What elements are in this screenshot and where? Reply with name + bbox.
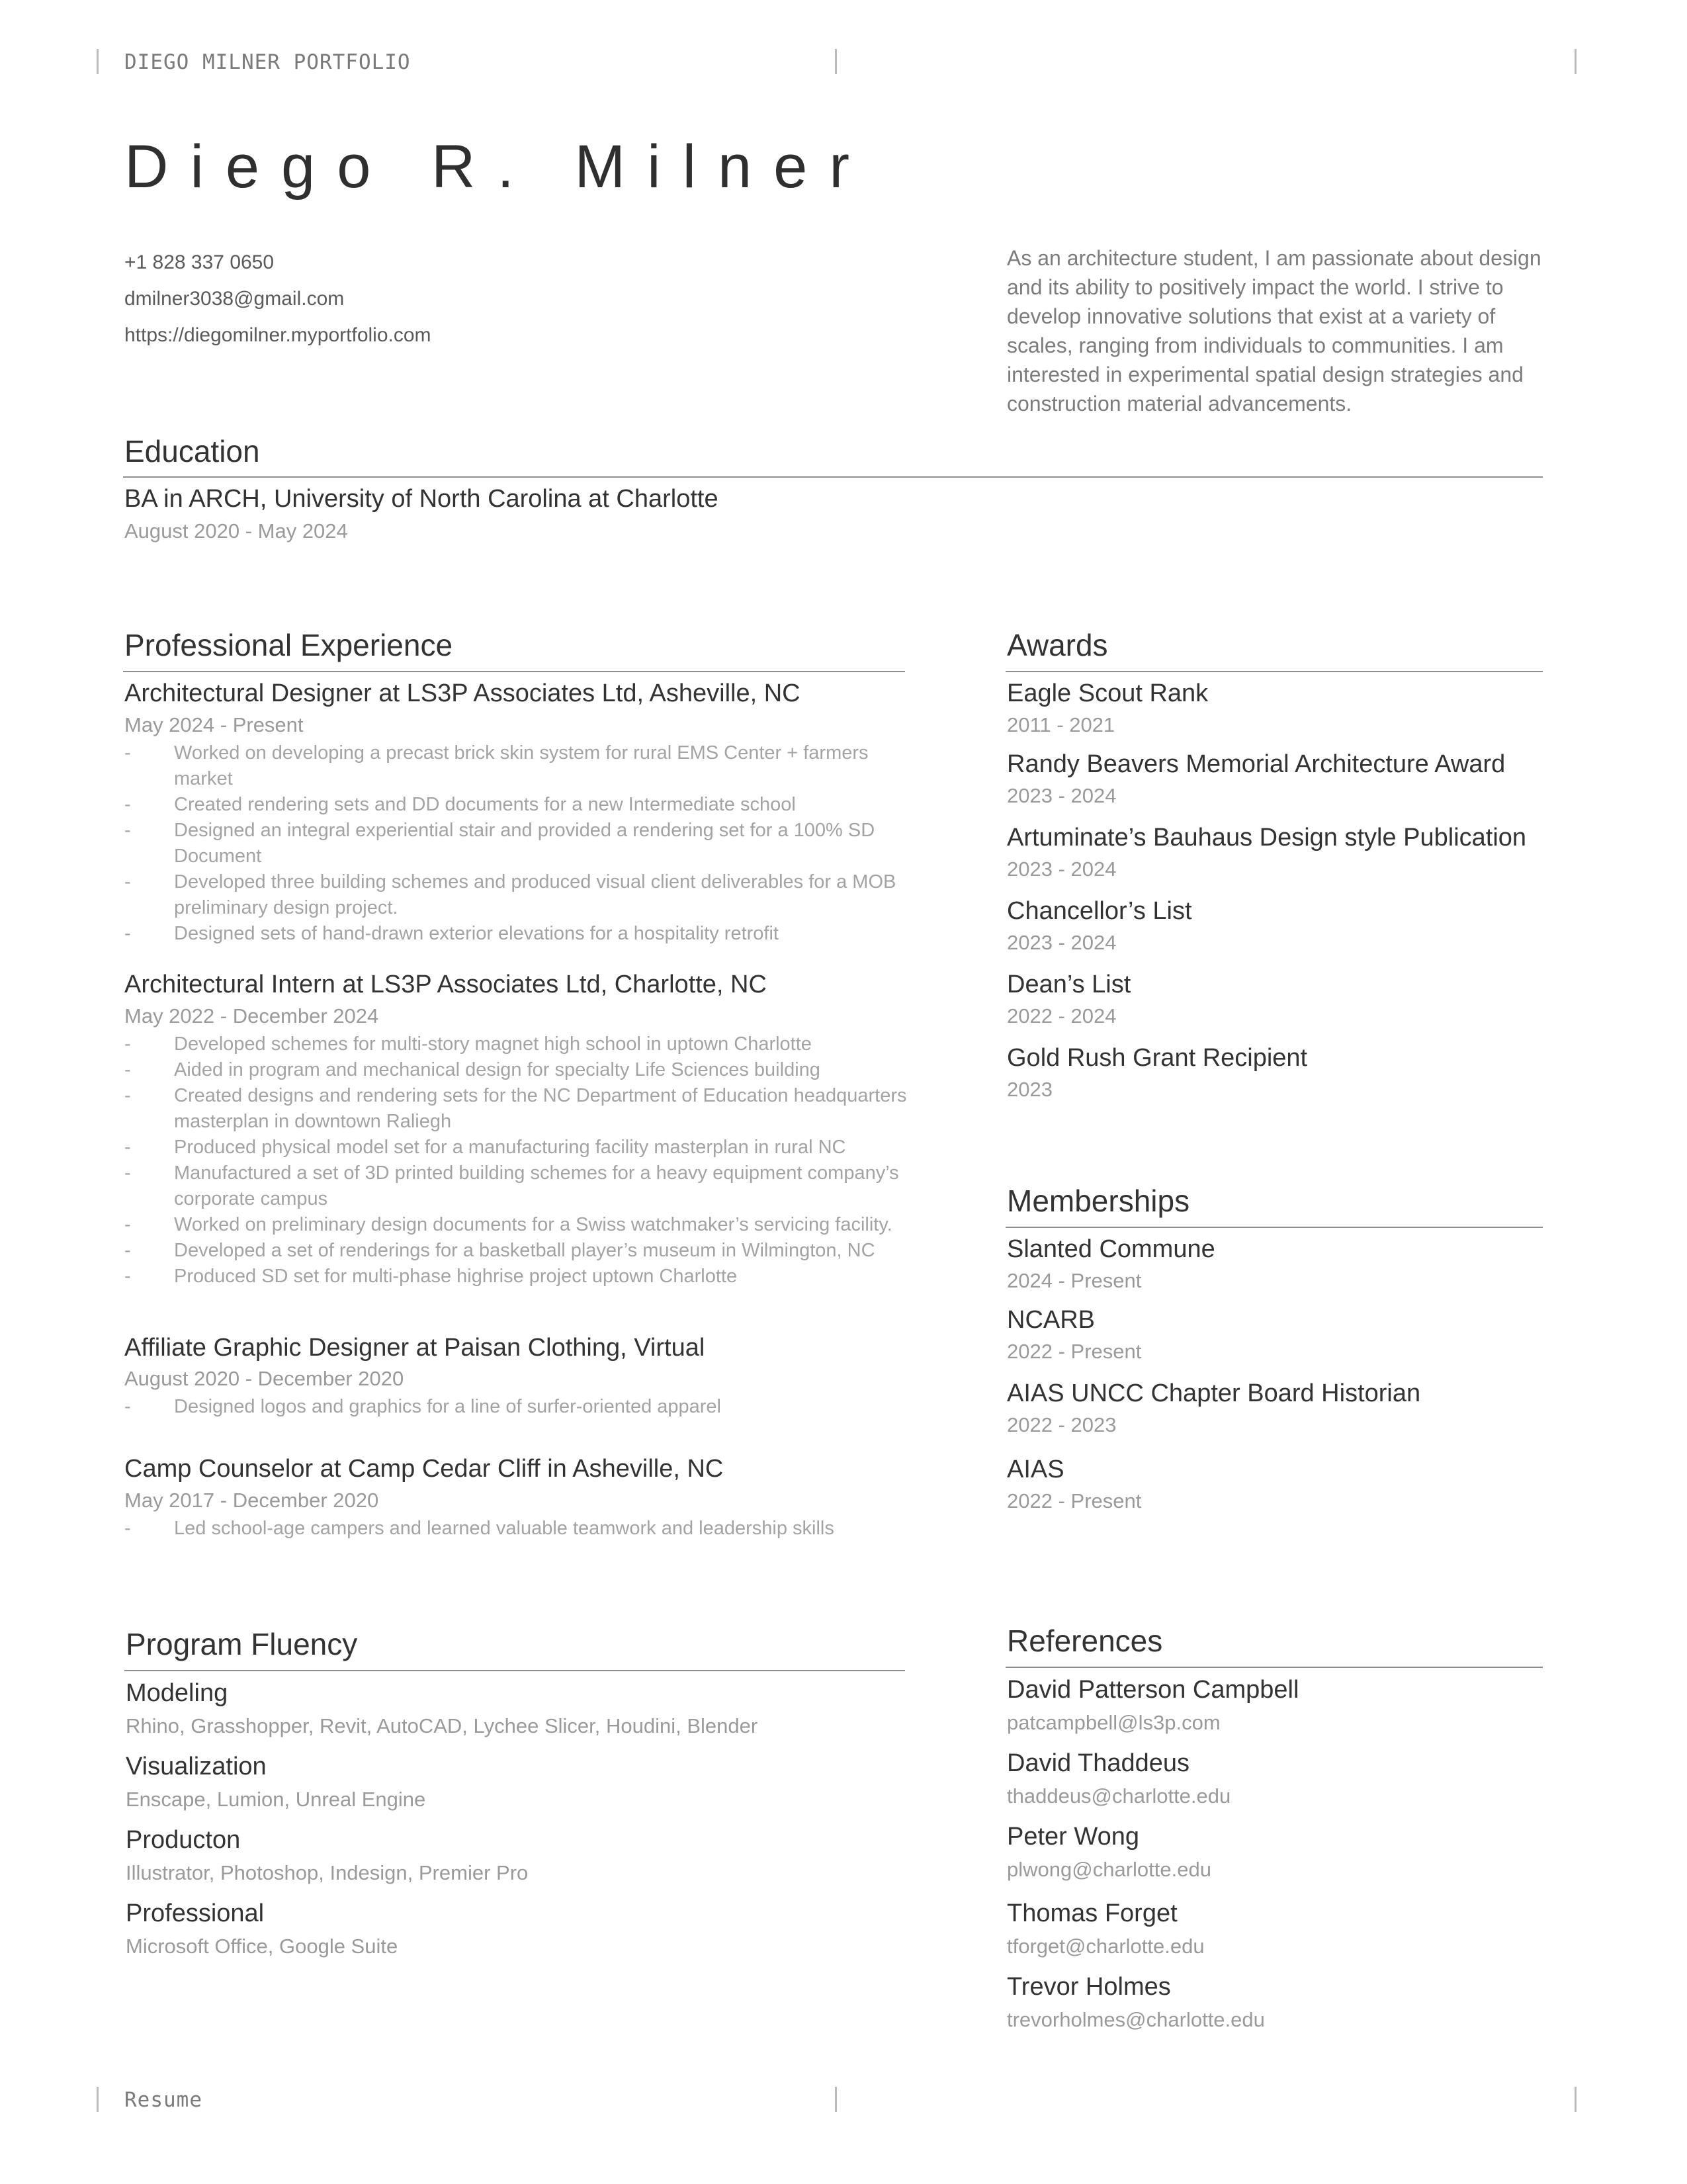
membership-name: AIAS (1007, 1456, 1064, 1483)
award-dates: 2011 - 2021 (1007, 713, 1115, 736)
award-name: Artuminate’s Bauhaus Design style Publication (1007, 824, 1527, 852)
bullet-text: Developed schemes for multi-story magnet high school in uptown Charlotte (174, 1033, 812, 1055)
bullet-text: Developed a set of renderings for a basketball player’s museum in Wilmington, NC (174, 1240, 875, 1261)
bullet-dash: - (124, 1137, 131, 1158)
bullet-dash: - (124, 742, 131, 764)
program-list: Microsoft Office, Google Suite (126, 1935, 398, 1958)
membership-name: AIAS UNCC Chapter Board Historian (1007, 1379, 1421, 1407)
programs-heading: Program Fluency (126, 1627, 358, 1661)
footer-tick-right (1575, 2087, 1577, 2112)
bullet-text: Designed logos and graphics for a line of surfer-oriented apparel (174, 1396, 721, 1417)
header-tick-right (1575, 49, 1577, 74)
education-heading: Education (124, 434, 260, 468)
award-name: Gold Rush Grant Recipient (1007, 1044, 1308, 1072)
award-name: Eagle Scout Rank (1007, 679, 1209, 707)
bullet-dash: - (124, 871, 131, 893)
program-list: Illustrator, Photoshop, Indesign, Premier Pro (126, 1861, 529, 1884)
bullet-dash: - (124, 1396, 131, 1417)
bullet-text: Created rendering sets and DD documents for a new Intermediate school (174, 794, 796, 815)
bullet-text: Designed sets of hand-drawn exterior elevations for a hospitality retrofit (174, 923, 779, 944)
award-dates: 2023 (1007, 1078, 1053, 1101)
references-rule (1006, 1667, 1543, 1668)
membership-dates: 2022 - Present (1007, 1489, 1142, 1512)
bullet-dash: - (124, 820, 131, 841)
bullet-text: Developed three building schemes and produced visual client deliverables for a MOB preliminary design project. (174, 871, 896, 918)
program-category: Professional (126, 1900, 265, 1927)
bullet-text: Designed an integral experiential stair and provided a rendering set for a 100% SD Document (174, 820, 875, 867)
award-name: Dean’s List (1007, 971, 1131, 998)
contact-phone: +1 828 337 0650 (124, 251, 275, 273)
bullet-dash: - (124, 1059, 131, 1080)
bullet-dash: - (124, 1518, 131, 1539)
contact-website[interactable]: https://diegomilner.myportfolio.com (124, 324, 431, 346)
bullet-text: Manufactured a set of 3D printed building schemes for a heavy equipment company’s corporate campus (174, 1162, 899, 1209)
reference-email[interactable]: thaddeus@charlotte.edu (1007, 1784, 1231, 1808)
running-footer: Resume (124, 2088, 202, 2112)
reference-email[interactable]: trevorholmes@charlotte.edu (1007, 2008, 1265, 2031)
education-rule (123, 476, 1543, 478)
experience-rule (123, 671, 905, 672)
bullet-text: Produced SD set for multi-phase highrise project uptown Charlotte (174, 1266, 738, 1287)
job-dates: August 2020 - December 2020 (124, 1367, 404, 1390)
running-header: DIEGO MILNER PORTFOLIO (124, 50, 411, 74)
bullet-text: Led school-age campers and learned valuable teamwork and leadership skills (174, 1518, 834, 1539)
bullet-text: Worked on preliminary design documents for a Swiss watchmaker’s servicing facility. (174, 1214, 892, 1235)
reference-name: Trevor Holmes (1007, 1973, 1171, 2001)
memberships-rule (1006, 1227, 1543, 1228)
bullet-dash: - (124, 1240, 131, 1261)
award-dates: 2023 - 2024 (1007, 857, 1117, 881)
job-dates: May 2024 - Present (124, 713, 304, 736)
job-dates: May 2017 - December 2020 (124, 1489, 379, 1512)
footer-tick-mid (835, 2087, 837, 2112)
award-dates: 2022 - 2024 (1007, 1004, 1117, 1027)
bio-paragraph: As an architecture student, I am passionate about design and its ability to positively impact the world. I strive to develop innovative solutions that exist at a variety of scales, ranging from individuals to communities. I am interested in experimental spatial design strategies and construction material advancements. (1007, 246, 1541, 415)
bullet-text: Created designs and rendering sets for the NC Department of Education headquarters masterplan in downtown Raliegh (174, 1085, 907, 1132)
bullet-text: Produced physical model set for a manufacturing facility masterplan in rural NC (174, 1137, 846, 1158)
awards-heading: Awards (1007, 628, 1108, 662)
education-dates: August 2020 - May 2024 (124, 519, 348, 543)
contact-email[interactable]: dmilner3038@gmail.com (124, 288, 345, 310)
reference-name: Peter Wong (1007, 1823, 1139, 1851)
award-name: Chancellor’s List (1007, 897, 1192, 925)
program-list: Rhino, Grasshopper, Revit, AutoCAD, Lychee Slicer, Houdini, Blender (126, 1714, 758, 1737)
education-degree: BA in ARCH, University of North Carolina at Charlotte (124, 485, 718, 513)
job-title: Camp Counselor at Camp Cedar Cliff in Asheville, NC (124, 1455, 724, 1483)
membership-dates: 2024 - Present (1007, 1269, 1142, 1292)
bullet-dash: - (124, 923, 131, 944)
reference-name: David Patterson Campbell (1007, 1676, 1299, 1704)
programs-rule (124, 1670, 905, 1671)
reference-email[interactable]: tforget@charlotte.edu (1007, 1935, 1205, 1958)
reference-email[interactable]: patcampbell@ls3p.com (1007, 1711, 1221, 1734)
job-dates: May 2022 - December 2024 (124, 1004, 379, 1027)
award-name: Randy Beavers Memorial Architecture Award (1007, 750, 1506, 778)
bullet-dash: - (124, 1214, 131, 1235)
bullet-dash: - (124, 1085, 131, 1106)
membership-dates: 2022 - Present (1007, 1340, 1142, 1363)
header-tick-mid (835, 49, 837, 74)
bullet-dash: - (124, 1266, 131, 1287)
award-dates: 2023 - 2024 (1007, 931, 1117, 954)
bullet-dash: - (124, 1162, 131, 1184)
award-dates: 2023 - 2024 (1007, 784, 1117, 807)
bullet-dash: - (124, 794, 131, 815)
header-tick-left (97, 49, 99, 74)
experience-heading: Professional Experience (124, 628, 453, 662)
bullet-dash: - (124, 1033, 131, 1055)
membership-dates: 2022 - 2023 (1007, 1413, 1117, 1436)
memberships-heading: Memberships (1007, 1184, 1190, 1218)
bullet-text: Aided in program and mechanical design for specialty Life Sciences building (174, 1059, 820, 1080)
program-category: Modeling (126, 1679, 228, 1707)
job-title: Architectural Designer at LS3P Associates Ltd, Asheville, NC (124, 679, 800, 707)
footer-tick-left (97, 2087, 99, 2112)
reference-email[interactable]: plwong@charlotte.edu (1007, 1858, 1211, 1881)
references-heading: References (1007, 1624, 1163, 1658)
page-title: Diego R. Milner (124, 133, 871, 200)
program-category: Producton (126, 1826, 241, 1854)
bullet-text: Worked on developing a precast brick skin system for rural EMS Center + farmers market (174, 742, 869, 789)
membership-name: Slanted Commune (1007, 1235, 1215, 1263)
program-category: Visualization (126, 1753, 267, 1780)
job-title: Affiliate Graphic Designer at Paisan Clothing, Virtual (124, 1334, 705, 1362)
awards-rule (1006, 671, 1543, 672)
reference-name: Thomas Forget (1007, 1900, 1178, 1927)
program-list: Enscape, Lumion, Unreal Engine (126, 1788, 426, 1811)
membership-name: NCARB (1007, 1306, 1096, 1334)
reference-name: David Thaddeus (1007, 1749, 1190, 1777)
job-title: Architectural Intern at LS3P Associates Ltd, Charlotte, NC (124, 971, 767, 998)
